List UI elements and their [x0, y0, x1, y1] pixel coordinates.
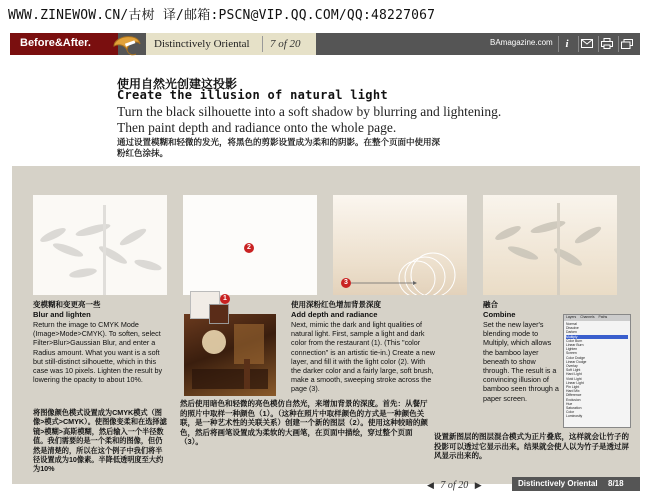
blend-mode-item-selected[interactable]: Multiply	[566, 335, 628, 339]
translator-credit: WWW.ZINEWOW.CN/古树 译/邮箱:PSCN@VIP.QQ.COM/QQ:48227067	[8, 8, 436, 23]
section-block	[146, 33, 316, 55]
blend-mode-item[interactable]: Darken	[566, 330, 577, 335]
site-url[interactable]: BAmagazine.com	[490, 38, 553, 47]
step2-heading-en: Add depth and radiance	[291, 310, 378, 319]
blend-mode-item[interactable]: Color Burn	[566, 338, 583, 343]
badge-3: 3	[341, 278, 351, 288]
blend-mode-item[interactable]: Linear Burn	[566, 343, 584, 348]
prev-page-button[interactable]: ◀	[427, 480, 434, 490]
blend-mode-item[interactable]: Soft Light	[566, 368, 581, 373]
blend-mode-item[interactable]: Exclusion	[566, 397, 581, 402]
step2-heading-zh: 使用深粉红色增加背景深度	[291, 300, 381, 309]
badge-2: 2	[244, 243, 254, 253]
blend-mode-item[interactable]: Color	[566, 410, 575, 415]
footer-section-bar	[512, 477, 640, 491]
step1-text-zh: 将图像颜色模式设置成为CMYK模式（图像>模式>CMYK）。使图像变柔和在选择滤镜>模糊>高斯模糊，然后输入一个半径数值。我们需要的是一个柔和的图像，但仍然是清楚的，所以在这个例子中我们将半径设置成为10像素。半降低透明度至大约为10%	[33, 408, 167, 474]
blend-mode-item[interactable]: Vivid Light	[566, 376, 582, 381]
layers-panel[interactable]	[563, 314, 631, 428]
channels-tab[interactable]: Channels	[580, 315, 595, 319]
badge-1: 1	[220, 294, 230, 304]
blend-mode-item[interactable]: Hard Light	[566, 372, 582, 377]
brand-block[interactable]	[10, 33, 118, 55]
blend-mode-item[interactable]: Lighten	[566, 347, 578, 352]
blend-mode-item[interactable]: Screen	[566, 351, 577, 356]
mail-icon[interactable]	[578, 36, 595, 52]
blend-mode-item[interactable]: Linear Dodge	[566, 359, 587, 364]
blend-mode-item[interactable]: Hard Mix	[566, 389, 580, 394]
blend-mode-item[interactable]: Color Dodge	[566, 355, 586, 360]
restaurant-photo	[184, 314, 276, 396]
blend-mode-item[interactable]: Overlay	[566, 364, 578, 369]
header-divider	[262, 36, 263, 52]
blend-mode-item[interactable]: Luminosity	[566, 414, 583, 419]
paths-tab[interactable]: Paths	[598, 315, 608, 319]
step2-text: Next, mimic the dark and light qualities of natural light. First, sample a light and dark color from the restaurant (1). (This "color connection" is an artistic tie-in.) Create a new layer, and fill it with the light color (2). With the darker color and a fairly large, soft brush, make a smooth, sweeping stroke across the page (3).	[291, 320, 435, 394]
step1-text: Return the image to CMYK Mode (Image>Mode>CMYK). To soften, select Filter>Blur>Gaussian Blur, and enter a Radius amount. What you want is a soft but still-distinct silhouette, which in this case was 10 pixels. Lighten the result by lowering the opacity to about 10%.	[33, 320, 163, 385]
blend-mode-item[interactable]: Pin Light	[566, 385, 580, 390]
print-icon[interactable]	[598, 36, 615, 52]
blend-mode-item[interactable]: Difference	[566, 393, 582, 398]
title-en: Create the illusion of natural light	[117, 88, 388, 102]
blend-mode-item[interactable]: Dissolve	[566, 326, 579, 331]
page-indicator: 7 of 20	[270, 38, 301, 50]
layers-tab[interactable]: Layers	[566, 315, 577, 319]
step3-heading-en: Combine	[483, 310, 516, 319]
step2-text-zh: 然后使用暗色和轻微的亮色模仿自然光，来增加背景的深度。首先：从餐厅的照片中取样一种颜色（1）。（这种在照片中取样颜色的方式是一种颜色关联，是一种艺术性的关联关系）创建一个新的图层（2）。使用这种较暗的颜色，然后将画笔设置成为柔软的大画笔，在页面中描绘，穿过整个页面（3）。	[180, 399, 428, 447]
footer-page-number: 8/18	[608, 479, 624, 488]
step3-text: Set the new layer's blending mode to Multiply, which allows the bamboo layer beneath to show through. The result is a convincing illusion of bamboo seen through a paper screen.	[483, 320, 559, 403]
intro-text-zh: 通过设置模糊和轻微的发光，将黑色的剪影设置成为柔和的阴影。在整个页面中使用深粉红色涂抹。	[117, 137, 441, 158]
next-page-button[interactable]: ▶	[474, 480, 482, 490]
fortune-cookie-logo	[112, 30, 142, 60]
step1-heading-en: Blur and lighten	[33, 310, 91, 319]
footer-pager	[427, 480, 482, 491]
blend-mode-item[interactable]: Saturation	[566, 406, 582, 411]
window-icon[interactable]	[618, 36, 635, 52]
step1-heading-zh: 变模糊和变更亮一些	[33, 300, 101, 309]
step3-text-zh: 设置新图层的图层混合模式为正片叠底，这样就会让竹子的投影可以透过它显示出来。结果就会使人以为竹子是透过屏风显示出来的。	[434, 432, 629, 461]
blend-mode-item[interactable]: Linear Light	[566, 380, 584, 385]
bamboo-blur-image	[33, 195, 167, 295]
blend-mode-item[interactable]: Normal	[566, 322, 577, 326]
intro-text: Turn the black silhouette into a soft shadow by blurring and lightening. Then paint depth and radiance onto the whole page.	[117, 104, 502, 135]
header-bar	[10, 33, 640, 55]
combined-result-image	[483, 195, 617, 295]
blend-mode-item[interactable]: Hue	[566, 401, 573, 406]
footer-page-indicator: 7 of 20	[440, 480, 469, 491]
sweep-stroke-image	[333, 195, 467, 295]
footer-section-label: Distinctively Oriental	[518, 479, 598, 488]
title-zh: 使用自然光创建这投影	[117, 77, 238, 91]
brand-label: Before&After.	[20, 37, 91, 49]
dark-swatch	[209, 304, 229, 324]
light-color-layer-image	[183, 195, 317, 295]
info-icon[interactable]: i	[558, 36, 575, 52]
step3-heading-zh: 融合	[483, 300, 498, 309]
section-title: Distinctively Oriental	[154, 38, 250, 50]
